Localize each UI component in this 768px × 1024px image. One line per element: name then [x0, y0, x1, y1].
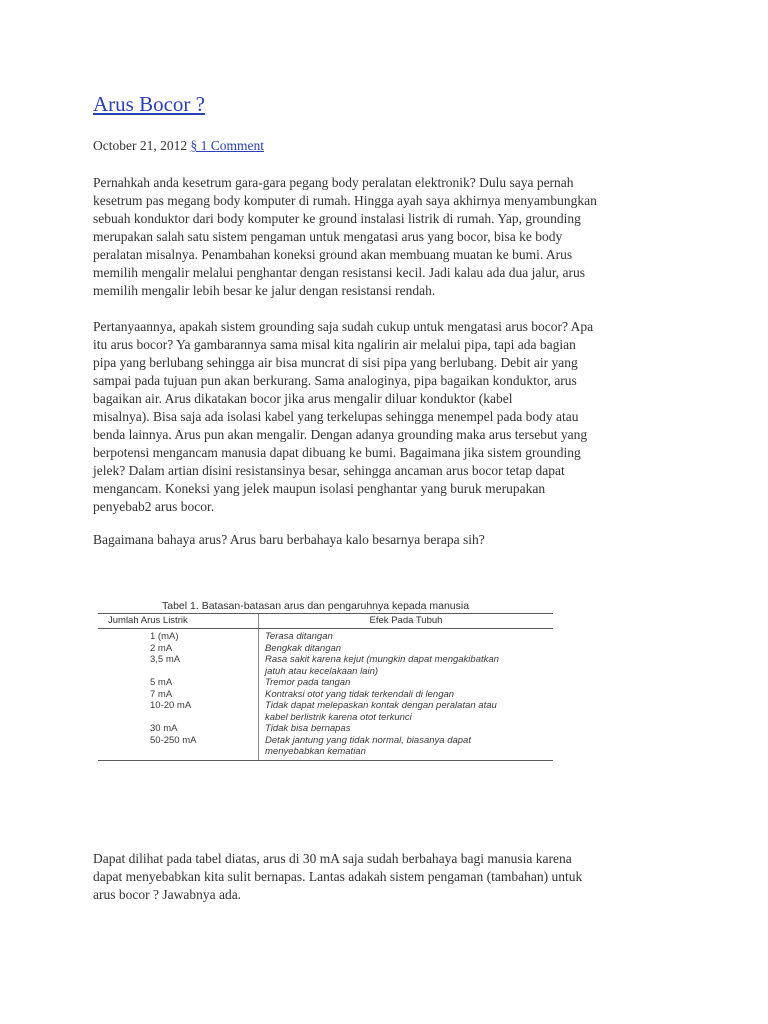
- current-cell: 30 mA: [150, 723, 178, 734]
- effect-cell: [259, 723, 554, 735]
- effect-cell: [259, 654, 554, 677]
- text-line: sebuah konduktor dari body komputer ke ground instalasi listrik di rumah. Yap, grounding: [93, 211, 581, 226]
- text-line: misalnya). Bisa saja ada isolasi kabel yang terkelupas sehingga menempel pada body atau: [93, 409, 579, 424]
- text-line: Pernahkah anda kesetrum gara-gara pegang body peralatan elektronik? Dulu saya pernah: [93, 175, 574, 190]
- text-line: sampai pada tujuan pun akan berkurang. Sama analoginya, pipa bagaikan konduktor, arus: [93, 373, 577, 388]
- effect-text: menyebabkan kematian: [265, 746, 366, 757]
- comments-link[interactable]: § 1 Comment: [190, 138, 264, 153]
- table-row: [98, 689, 553, 701]
- table-row: [98, 629, 553, 643]
- current-cell: 2 mA: [150, 642, 173, 654]
- header-effect: Efek Pada Tubuh: [259, 614, 554, 629]
- current-effects-table-image: [98, 597, 556, 773]
- effect-cell: [259, 735, 554, 761]
- current-effects-table: [98, 613, 553, 761]
- text-line: peralatan misalnya. Penambahan koneksi ground akan membuang muatan ke bumi. Arus: [93, 247, 573, 262]
- effect-text: Detak jantung yang tidak normal, biasanya dapat: [265, 734, 471, 746]
- effect-text: Bengkak ditangan: [265, 642, 342, 654]
- text-line: itu arus bocor? Ya gambarannya sama misal kita ngalirin air melalui pipa, tapi ada bagian: [93, 337, 576, 352]
- paragraph-4: [93, 850, 675, 904]
- header-current: Jumlah Arus Listrik: [98, 614, 259, 629]
- text-line: mengancam. Koneksi yang jelek maupun isolasi penghantar yang buruk merupakan: [93, 481, 546, 496]
- text-line: memilih mengalir lebih besar ke jalur dengan resistansi rendah.: [93, 283, 436, 298]
- paragraph-1: [93, 174, 675, 300]
- table-row: [98, 654, 553, 677]
- table-row: [98, 643, 553, 655]
- text-line: Pertanyaannya, apakah sistem grounding saja sudah cukup untuk mengatasi arus bocor? Apa: [93, 319, 594, 334]
- text-line: pipa yang berlubang sehingga air bisa muncrat di sisi pipa yang berlubang. Debit air yang: [93, 355, 578, 370]
- current-cell: 10-20 mA: [150, 700, 192, 711]
- effect-cell: [259, 689, 554, 701]
- text-line: berpotensi mengancam manusia dapat dibuang ke bumi. Bagaimana jika sistem grounding: [93, 445, 581, 460]
- text-line: dapat menyebabkan kita sulit bernapas. Lantas adakah sistem pengaman (tambahan) untuk: [93, 869, 583, 884]
- text-line: Dapat dilihat pada tabel diatas, arus di 30 mA saja sudah berbahaya bagi manusia karena: [93, 851, 572, 866]
- table-header-row: [98, 614, 553, 629]
- table-caption: Tabel 1. Batasan-batasan arus dan pengaruhnya kepada manusia: [162, 600, 470, 612]
- effect-text: jatuh atau kecelakaan lain): [265, 665, 379, 677]
- post-meta: [93, 138, 264, 154]
- effect-cell: [259, 677, 554, 689]
- text-line: memilih mengalir melalui penghantar dengan resistansi kecil. Jadi kalau ada dua jalur, arus: [93, 265, 586, 280]
- text-line: bagaikan air. Arus dikatakan bocor jika arus mengalir diluar konduktor (kabel: [93, 391, 513, 406]
- table-row: [98, 735, 553, 761]
- text-line: penyebab2 arus bocor.: [93, 499, 215, 514]
- effect-text: kabel berlistrik karena otot terkunci: [265, 711, 412, 723]
- text-line: benda lainnya. Arus pun akan mengalir. Dengan adanya grounding maka arus tersebut yang: [93, 427, 588, 442]
- effect-text: Tremor pada tangan: [265, 677, 351, 688]
- effect-cell: [259, 629, 554, 643]
- paragraph-3: [93, 531, 675, 549]
- paragraph-2: [93, 318, 675, 516]
- effect-cell: [259, 700, 554, 723]
- text-line: Bagaimana bahaya arus? Arus baru berbahaya kalo besarnya berapa sih?: [93, 532, 485, 547]
- post-date: October 21, 2012: [93, 138, 188, 153]
- table-row: [98, 723, 553, 735]
- effect-text: Rasa sakit karena kejut (mungkin dapat mengakibatkan: [265, 654, 499, 665]
- text-line: merupakan salah satu sistem pengaman untuk mengatasi arus yang bocor, bisa ke body: [93, 229, 563, 244]
- current-cell: 5 mA: [150, 677, 173, 688]
- effect-text: Kontraksi otot yang tidak terkendali di lengan: [265, 688, 455, 700]
- effect-text: Tidak bisa bernapas: [265, 723, 351, 734]
- page-title[interactable]: Arus Bocor ?: [93, 92, 205, 116]
- current-cell: 50-250 mA: [98, 735, 259, 761]
- effect-text: Terasa ditangan: [265, 631, 333, 642]
- text-line: kesetrum pas megang body komputer di rumah. Hingga ayah saya akhirnya menyambungkan: [93, 193, 597, 208]
- table-row: [98, 700, 553, 723]
- current-cell: 3,5 mA: [150, 654, 181, 665]
- text-line: arus bocor ? Jawabnya ada.: [93, 887, 242, 902]
- table-row: [98, 677, 553, 689]
- current-cell: 7 mA: [150, 688, 173, 700]
- effect-cell: [259, 643, 554, 655]
- text-line: jelek? Dalam artian disini resistansinya besar, sehingga ancaman arus bocor tetap dapat: [93, 463, 565, 478]
- effect-text: Tidak dapat melepaskan kontak dengan peralatan atau: [265, 700, 497, 711]
- current-cell: 1 (mA): [150, 631, 179, 642]
